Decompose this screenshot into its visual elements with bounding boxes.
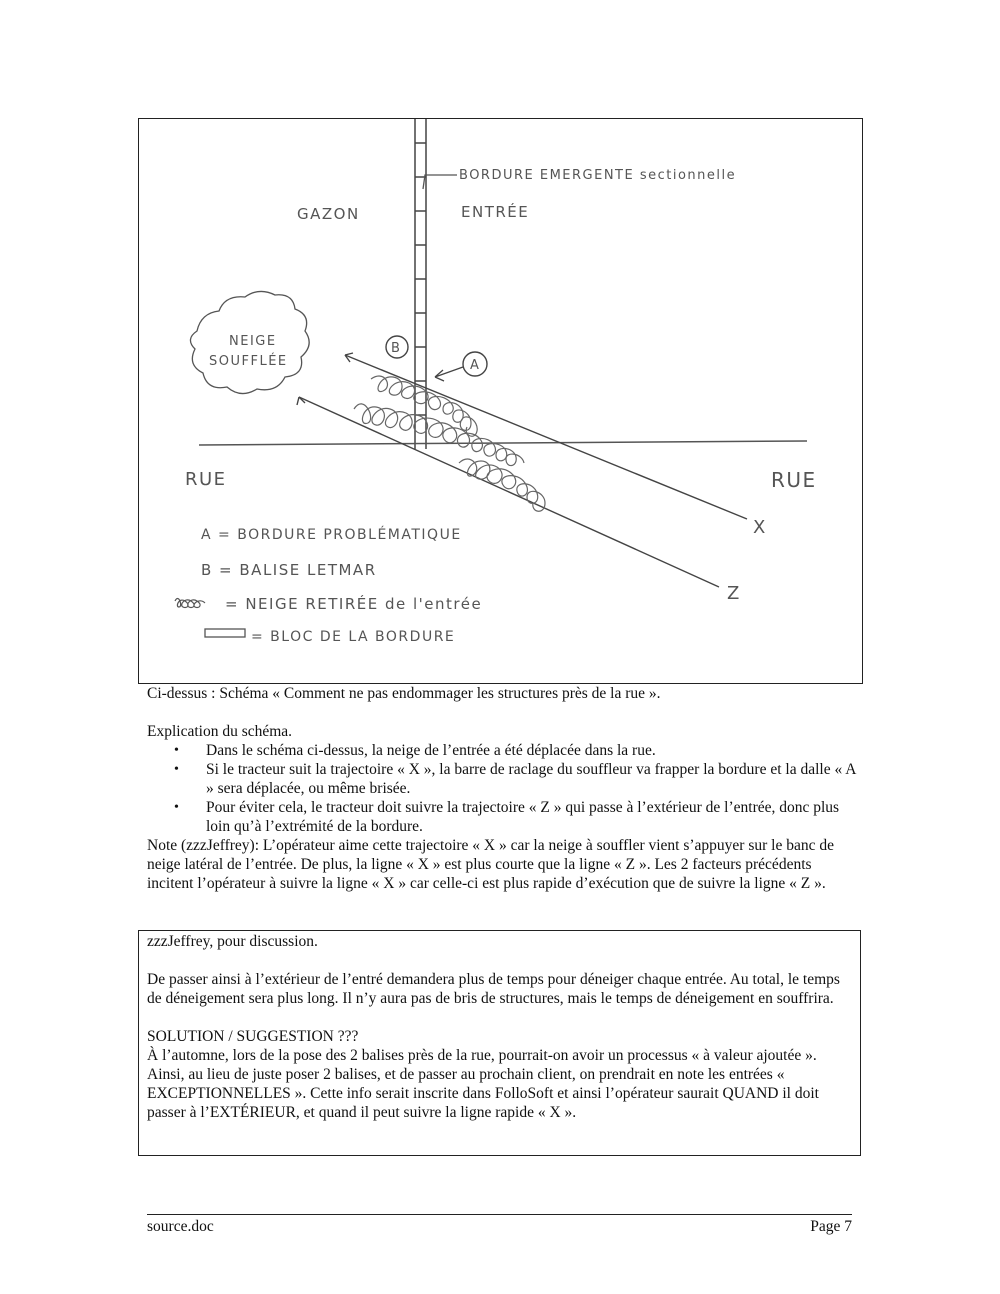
list-item (147, 760, 857, 798)
removed-snow-scribble (354, 404, 524, 466)
operator-note: Note (zzzJeffrey): L’opérateur aime cette trajectoire « X » car la neige à souffler vient s’appuyer sur le banc de neige latéral de l’entrée. De plus, la ligne « X » est plus courte que la ligne « Z ». Les 2 facteurs précédents incitent l’opérateur à suivre la ligne « X » car celle-ci est plus rapide d’exécution que de suivre la ligne « Z ». (147, 837, 834, 892)
solution-heading: SOLUTION / SUGGESTION ??? (147, 1028, 359, 1045)
legend-block-symbol (205, 629, 245, 637)
trajectory-z-label: Z (727, 583, 741, 604)
explanation-heading: Explication du schéma. (147, 723, 293, 740)
removed-snow-scribble-2 (371, 376, 477, 436)
diagram-figure (138, 118, 863, 684)
street-label-right: RUE (771, 468, 817, 492)
marker-a-arrow (435, 367, 463, 381)
trajectory-z-line (299, 397, 719, 587)
entry-label: ENTRÉE (461, 203, 530, 221)
list-item (147, 741, 857, 760)
legend-snow: = NEIGE RETIRÉE de l'entrée (225, 595, 483, 613)
discussion-paragraph: De passer ainsi à l’extérieur de l’entré demandera plus de temps pour déneiger chaque entrée. Au total, le temps de déneigement sera plus long. Il n’y aura pas de bris de structures, mais le temps de déneigement en souffrira. (147, 971, 840, 1007)
bullet-glyph: • (174, 800, 179, 815)
legend-block: = BLOC DE LA BORDURE (251, 629, 456, 645)
explanation-section (147, 722, 857, 893)
discussion-box (138, 930, 861, 1156)
footer-page-number: Page 7 (810, 1218, 852, 1235)
trajectory-x-line (345, 355, 747, 519)
trajectory-z-arrowhead (297, 397, 305, 405)
marker-a-label: A (470, 358, 481, 373)
street-label-left: RUE (185, 469, 227, 490)
removed-snow-scribble-3 (459, 459, 545, 511)
footer-divider (147, 1214, 852, 1215)
bullet-text: Dans le schéma ci-dessus, la neige de l’entrée a été déplacée dans la rue. (206, 742, 656, 759)
bullet-text: Si le tracteur suit la trajectoire « X », la barre de raclage du souffleur va frapper la bordure et la dalle « A » sera déplacée, ou même brisée. (206, 761, 856, 797)
legend-snow-symbol (175, 599, 205, 608)
solution-text: À l’automne, lors de la pose des 2 balises près de la rue, pourrait-on avoir un processus « à valeur ajoutée ». Ainsi, au lieu de juste poser 2 balises, et de passer au prochain client, on prendrait en note les entrées « EXCEPTIONNELLES ». Cette info serait inscrite dans FolloSoft et ainsi l’opérateur saurait QUAND il doit passer à l’EXTÉRIEUR, et quand il peut suivre la ligne rapide « X ». (147, 1047, 819, 1121)
curb-segments (415, 119, 426, 449)
street-line (199, 441, 807, 445)
curb-leader-arrow (423, 175, 457, 189)
bullet-glyph: • (174, 762, 179, 777)
legend-a: A = BORDURE PROBLÉMATIQUE (201, 527, 462, 543)
discussion-title: zzzJeffrey, pour discussion. (147, 933, 318, 950)
bullet-glyph: • (174, 743, 179, 758)
bullet-text: Pour éviter cela, le tracteur doit suivre la trajectoire « Z » qui passe à l’extérieur de l’entrée, donc plus loin qu’à l’extrémité de la bordure. (206, 799, 840, 835)
curb-label: BORDURE EMERGENTE sectionnelle (459, 168, 737, 183)
list-item (147, 798, 857, 836)
marker-b-label: B (391, 341, 402, 356)
legend-b: B = BALISE LETMAR (201, 561, 377, 579)
lawn-label: GAZON (297, 205, 360, 223)
blown-snow-label-2: SOUFFLÉE (209, 354, 288, 369)
footer-filename: source.doc (147, 1218, 214, 1235)
blown-snow-label-1: NEIGE (229, 334, 277, 349)
snow-removal-sketch (139, 119, 862, 683)
explanation-bullets (147, 741, 857, 836)
trajectory-x-label: X (753, 517, 767, 538)
figure-caption: Ci-dessus : Schéma « Comment ne pas endommager les structures près de la rue ». (147, 685, 661, 702)
